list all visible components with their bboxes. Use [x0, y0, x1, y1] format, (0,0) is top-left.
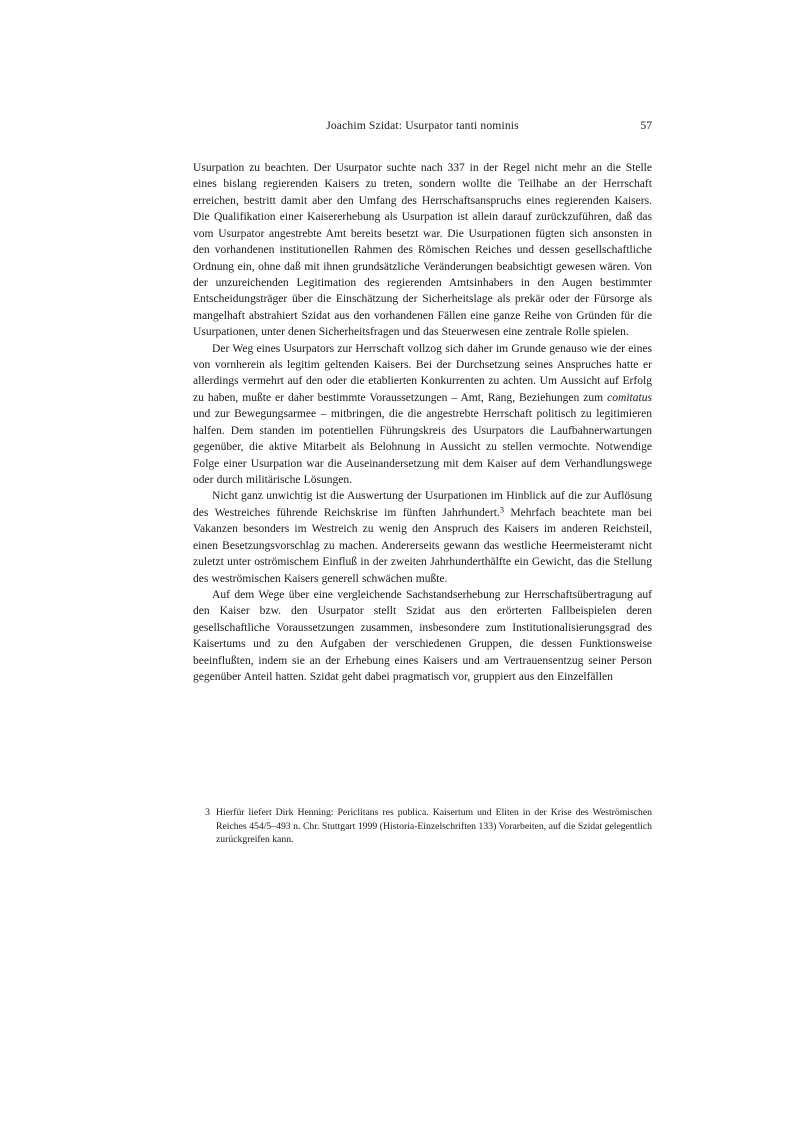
paragraph-3-text-before-footnote: Nicht ganz unwichtig ist die Auswertung der Usurpationen im Hinblick auf die zur Auflösung des Westreiches führende Reichskrise im fünften Jahrhundert.: [193, 490, 652, 519]
footnote-number: 3: [205, 807, 210, 818]
paragraph-4: [193, 587, 652, 686]
running-head: [193, 117, 652, 135]
paragraph-1-text: Usurpation zu beachten. Der Usurpator suchte nach 337 in der Regel nicht mehr an die Stelle eines bislang regierenden Kaisers zu treten, sondern wollte die Teilhabe an der Herrschaft erreichen, bestritt damit aber den Umfang des Herrschaftsanspruchs eines regierenden Kaisers. Die Qualifikation einer Kaisererhebung als Usurpation ist allein darauf zurückzuführen, daß das vom Usurpator angestrebte Amt bereits besetzt war. Die Usurpationen fügten sich ansonsten in den vorhandenen institutionellen Rahmen des Römischen Reiches und dessen gesellschaftliche Ordnung ein, ohne daß mit ihnen grundsätzliche Veränderungen beabsichtigt gewesen wären. Von der unzureichenden Legitimation des regierenden Amtsinhabers in den Augen bestimmter Entscheidungsträger über die Einschätzung der Sicherheitslage als prekär oder der Fürsorge als mangelhaft abstrahiert Szidat aus den vorhandenen Fällen eine ganze Reihe von Gründen für die Usurpationen, unter denen Sicherheitsfragen und das Steuerwesen eine zentrale Rolle spielen.: [193, 162, 652, 339]
footnote-item: [193, 806, 652, 847]
running-head-title: Joachim Szidat: Usurpator tanti nominis: [326, 119, 519, 132]
paragraph-2-text-after-italic: und zur Bewegungsarmee – mitbringen, die die angestrebte Herrschaft politisch zu legitimieren halfen. Dem standen im potentiellen Führungskreis des Usurpators die Laufbahnerwartungen gegenüber, die aktive Mitarbeit als Belohnung in Aussicht zu stellen vermochte. Notwendige Folge einer Usurpation war die Auseinandersetzung mit dem Kaiser auf dem Verhandlungswege oder durch militärische Lösungen.: [193, 408, 652, 487]
footnote-reference-3[interactable]: 3: [499, 505, 504, 515]
paragraph-4-text: Auf dem Wege über eine vergleichende Sachstandserhebung zur Herrschaftsübertragung auf den Kaiser bzw. den Usurpator stellt Szidat aus den erörterten Fallbeispielen deren gesellschaftliche Voraussetzungen zusammen, insbesondere zum Institutionalisierungsgrad des Kaisertums und zu den Aufgaben der verschiedenen Gruppen, die dessen Funktionsweise beeinflußten, indem sie an der Erhebung eines Kaisers und am Vertrauensentzug seiner Person gegenüber Anteil hatten. Szidat geht dabei pragmatisch vor, gruppiert aus den Einzelfällen: [193, 588, 652, 684]
footnote-area: [193, 806, 652, 847]
paragraph-3: [193, 488, 652, 587]
paragraph-1: [193, 160, 652, 341]
latin-term-comitatus: comitatus: [607, 391, 652, 404]
footnote-text: Hierfür liefert Dirk Henning: Periclitans res publica. Kaisertum und Eliten in der Krise des Weströmischen Reiches 454/5–493 n. Chr. Stuttgart 1999 (Historia-Einzelschriften 133) Vorarbeiten, auf die Szidat gelegentlich zurückgreifen kann.: [216, 807, 652, 846]
paragraph-2: [193, 341, 652, 489]
body-text-block: [193, 160, 652, 686]
page-number: 57: [640, 119, 652, 132]
paragraph-3-text-after-footnote: Mehrfach beachtete man bei Vakanzen besonders im Westreich zu wenig den Anspruch des Kaisers im anderen Reichsteil, einen Besetzungsvorschlag zu machen. Andererseits gewann das westliche Heermeisteramt nicht zuletzt unter oströmischem Einfluß in der zweiten Jahrhunderthälfte ein Gewicht, das die Stellung des weströmischen Kaisers generell schwächen mußte.: [193, 506, 652, 585]
paragraph-2-text-before-italic: Der Weg eines Usurpators zur Herrschaft vollzog sich daher im Grunde genauso wie der eines von vornherein als legitim geltenden Kaisers. Bei der Durchsetzung seines Anspruches hatte er allerdings vermehrt auf den oder die etablierten Konkurrenten zu achten. Um Aussicht auf Erfolg zu haben, mußte er daher bestimmte Voraussetzungen – Amt, Rang, Beziehungen zum: [193, 342, 652, 404]
